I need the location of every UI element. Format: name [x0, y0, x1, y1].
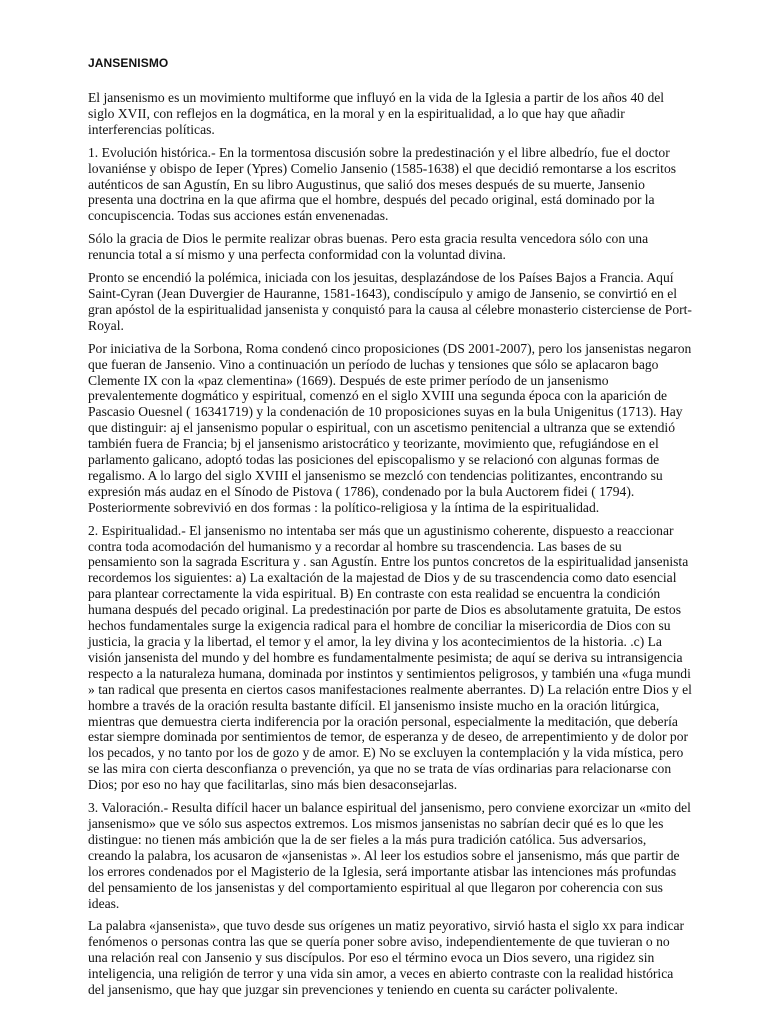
paragraph-gracia-de-dios: Sólo la gracia de Dios le permite realizar obras buenas. Pero esta gracia resulta vencedora sólo con una renuncia total a sí mismo y una perfecta conformidad con la voluntad divina.: [88, 231, 649, 263]
document-title: JANSENISMO: [88, 56, 169, 70]
paragraph-polemica: Pronto se encendió la polémica, iniciada con los jesuitas, desplazándose de los Países Bajos a Francia. Aquí Saint-Cyran (Jean Duvergier de Hauranne, 1581-1643), condiscípulo y amigo de Jansenio, se convirtió en el gran apóstol de la espiritualidad jansenista y conquistó para la causa al célebre monasterio cisterciense de Port-Royal.: [88, 270, 692, 333]
paragraph-condena-sorbona: Por iniciativa de la Sorbona, Roma condenó cinco proposiciones (DS 2001-2007), pero los jansenistas negaron que fueran de Jansenio. Vino a continuación un período de luchas y tensiones que sólo se aplacaron bago Clemente IX con la «paz clementina» (1669). Después de este primer período de un jansenismo prevalentemente dogmático y espiritual, comenzó en el siglo XVIII una segunda época con la aparición de Pascasio Ouesnel ( 16341719) y la condenación de 10 proposiciones suyas en la bula Unigenitus (1713). Hay que distinguir: aj el jansenismo popular o espiritual, con un ascetismo penitencial a ultranza que se extendió también fuera de Francia; bj el jansenismo aristocrático y teorizante, movimiento que, refugiándose en el parlamento galicano, adoptó todas las posiciones del episcopalismo y se relacionó con algunas formas de regalismo. A lo largo del siglo XVIII el jansenismo se mezcló con tendencias politizantes, encontrando su expresión más audaz en el Sínodo de Pistova ( 1786), condenado por la bula Auctorem fidei ( 1794). Posteriormente sobrevivió en dos formas : la político-religiosa y la íntima de la espiritualidad.: [88, 340, 692, 515]
paragraph-intro: El jansenismo es un movimiento multiforme que influyó en la vida de la Iglesia a partir de los años 40 del siglo XVII, con reflejos en la dogmática, en la moral y en la espiritualidad, a lo que hay que añadir interferencias políticas.: [88, 90, 665, 137]
document-page: [88, 56, 692, 1005]
paragraph-valoracion: 3. Valoración.- Resulta difícil hacer un balance espiritual del jansenismo, pero conviene exorcizar un «mito del jansenismo» que ve sólo sus aspectos extremos. Los mismos jansenistas no sabrían decir qué es lo que les distingue: no tienen más ambición que la de ser fieles a la más pura tradición católica. 5us adversarios, creando la palabra, los acusaron de «jansenistas ». Al leer los estudios sobre el jansenismo, más que partir de los errores condenados por el Magisterio de la Iglesia, será importante atisbar las intenciones más profundas del pensamiento de los jansenistas y del comportamiento espiritual al que llegaron por coherencia con sus ideas.: [88, 800, 691, 911]
paragraph-evolucion-historica: 1. Evolución histórica.- En la tormentosa discusión sobre la predestinación y el libre albedrío, fue el doctor lovaniénse y obispo de Ieper (Ypres) Comelio Jansenio (1585-1638) el que decidió remontarse a los escritos auténticos de san Agustín, En su libro Augustinus, que salió dos meses después de su muerte, Jansenio presenta una doctrina en la que afirma que el hombre, después del pecado original, está dominado por la concupiscencia. Todas sus acciones están envenenadas.: [88, 144, 677, 224]
paragraph-palabra-jansenista: La palabra «jansenista», que tuvo desde sus orígenes un matiz peyorativo, sirvió hasta el siglo xx para indicar fenómenos o personas contra las que se quería poner sobre aviso, independientemente de que tuvieran o no una relación real con Jansenio y sus discípulos. Por eso el término evoca un Dios severo, una rigidez sin inteligencia, una religión de terror y una vida sin amor, a veces en abierto contraste con la realidad histórica del jansenismo, que hay que juzgar sin prevenciones y teniendo en cuenta su carácter polivalente.: [88, 918, 685, 998]
paragraph-espiritualidad: 2. Espiritualidad.- El jansenismo no intentaba ser más que un agustinismo coherente, dispuesto a reaccionar contra toda acomodación del humanismo y a recordar al hombre su trascendencia. Las bases de su pensamiento son la sagrada Escritura y . san Agustín. Entre los puntos concretos de la espiritualidad jansenista recordemos los siguientes: a) La exaltación de la majestad de Dios y de su trascendencia como dato esencial para plantear correctamente la vida espiritual. B) En contraste con esta realidad se encuentra la condición humana después del pecado original. La predestinación por parte de Dios es absolutamente gratuita, De estos hechos fundamentales surge la exigencia radical para el hombre de conciliar la misericordia de Dios con su justicia, la gracia y la libertad, el temor y el amor, la ley divina y los acontecimientos de la historia. .c) La visión jansenista del mundo y del hombre es fundamentalmente pesimista; de aquí se deriva su intransigencia respecto a la naturaleza humana, dominada por instintos y sentimientos peligrosos, y también una «fuga mundi » tan radical que presenta en ciertos casos manifestaciones realmente aberrantes. D) La relación entre Dios y el hombre a través de la oración resulta bastante difícil. El jansenismo insiste mucho en la oración litúrgica, mientras que demuestra cierta indiferencia por la oración personal, especialmente la meditación, que debería estar siempre dominada por sentimientos de temor, de esperanza y de deseo, de arrepentimiento y de dolor por los pecados, y no tanto por los de gozo y de amor. E) No se excluyen la contemplación y la vida mística, pero se las mira con cierta desconfianza o prevención, ya que no se trata de vías ordinarias para relacionarse con Dios; por eso no hay que facilitarlas, sino más bien desaconsejarlas.: [88, 522, 692, 793]
